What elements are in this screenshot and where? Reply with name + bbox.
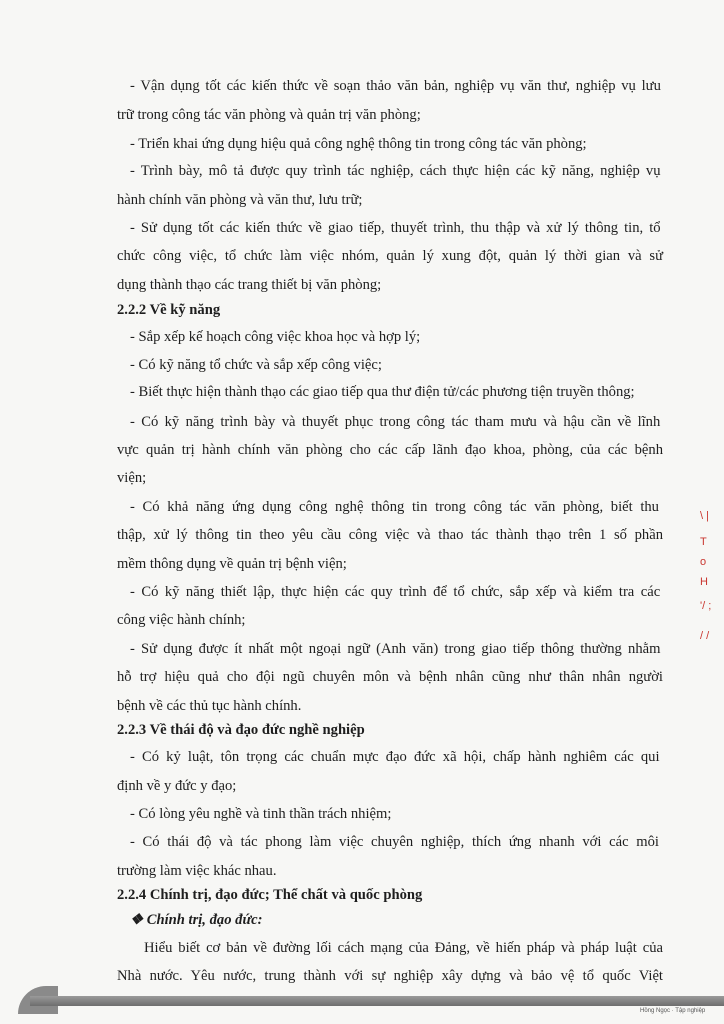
text-line-content: - Có kỹ năng tổ chức và sắp xếp công việc; <box>130 357 382 373</box>
text-line-content: vực quản trị hành chính văn phòng cho các cấp lãnh đạo khoa, phòng, của các bệnh <box>117 442 663 458</box>
text-line-content: mềm thông dụng về quản trị bệnh viện; <box>117 556 347 572</box>
text-line-content: 2.2.2 Về kỹ năng <box>117 302 221 318</box>
text-line-content: trữ trong công tác văn phòng và quản trị văn phòng; <box>117 107 421 123</box>
text-line-content: công việc hành chính; <box>117 612 246 628</box>
text-line-content: - Có kỹ năng trình bày và thuyết phục trong công tác tham mưu và hậu cần về lĩnh <box>130 414 661 430</box>
text-line-content: - Có kỹ năng thiết lập, thực hiện các quy trình để tổ chức, sắp xếp và kiểm tra các <box>130 584 661 600</box>
text-line-content: - Sắp xếp kế hoạch công việc khoa học và hợp lý; <box>130 329 421 345</box>
text-line-content: - Có kỷ luật, tôn trọng các chuẩn mực đạo đức xã hội, chấp hành nghiêm các qui <box>130 749 660 765</box>
text-line-content: 2.2.3 Về thái độ và đạo đức nghề nghiệp <box>117 722 365 738</box>
text-line-content: chức công việc, tổ chức làm việc nhóm, quản lý xung đột, quản lý thời gian và sử <box>117 248 663 264</box>
text-line-content: ❖ Chính trị, đạo đức: <box>130 912 263 928</box>
text-line-content: - Sử dụng được ít nhất một ngoại ngữ (Anh văn) trong giao tiếp thông thường nhằm <box>130 641 661 657</box>
text-line-content: - Triển khai ứng dụng hiệu quả công nghệ thông tin trong công tác văn phòng; <box>130 136 587 152</box>
text-line-content: thập, xử lý thông tin theo yêu cầu công việc và thao tác thành thạo trên 1 số phần <box>117 527 663 543</box>
text-line-content: hỗ trợ hiệu quả cho đội ngũ chuyên môn và bệnh nhân cũng như thân nhân người <box>117 669 663 685</box>
text-line-content: - Vận dụng tốt các kiến thức về soạn thảo văn bản, nghiệp vụ văn thư, nghiệp vụ lưu <box>130 78 661 94</box>
red-stamp-fragment <box>700 510 720 670</box>
text-line-content: - Có lòng yêu nghề và tinh thần trách nhiệm; <box>130 806 392 822</box>
text-line-content: trường làm việc khác nhau. <box>117 863 277 879</box>
footer-text: Hồng Ngọc · Tập nghiệp <box>640 1008 706 1014</box>
text-line-content: dụng thành thạo các trang thiết bị văn phòng; <box>117 277 382 293</box>
text-line-content: - Có khả năng ứng dụng công nghệ thông tin trong công tác văn phòng, biết thu <box>130 499 659 515</box>
text-line-content: - Sử dụng tốt các kiến thức về giao tiếp, thuyết trình, thu thập và xử lý thông tin, tổ <box>130 220 661 236</box>
stamp-mark: T <box>700 536 707 548</box>
stamp-mark: / / <box>700 630 710 642</box>
text-line-content: định về y đức y đạo; <box>117 778 237 794</box>
stamp-mark: H <box>700 576 708 588</box>
text-line-content: Hiểu biết cơ bản về đường lối cách mạng của Đảng, về hiến pháp và pháp luật của <box>144 940 663 956</box>
stamp-mark: o <box>700 556 707 568</box>
text-line-content: - Trình bày, mô tả được quy trình tác nghiệp, cách thực hiện các kỹ năng, nghiệp vụ <box>130 163 661 179</box>
stamp-mark: \ | <box>700 510 709 522</box>
stamp-mark: '/ ; <box>700 600 712 612</box>
text-line-content: Nhà nước. Yêu nước, trung thành với sự nghiệp xây dựng và bảo vệ tổ quốc Việt <box>117 968 663 984</box>
text-line-content: - Có thái độ và tác phong làm việc chuyên nghiệp, thích ứng nhanh với các môi <box>130 834 659 850</box>
text-line-content: viện; <box>117 470 147 486</box>
text-line-content: hành chính văn phòng và văn thư, lưu trữ; <box>117 192 363 208</box>
text-line-content: bệnh về các thủ tục hành chính. <box>117 698 302 714</box>
text-line-content: 2.2.4 Chính trị, đạo đức; Thể chất và quốc phòng <box>117 887 423 903</box>
text-line-content: - Biết thực hiện thành thạo các giao tiếp qua thư điện tử/các phương tiện truyền thông; <box>130 384 635 400</box>
footer-band <box>30 996 724 1006</box>
